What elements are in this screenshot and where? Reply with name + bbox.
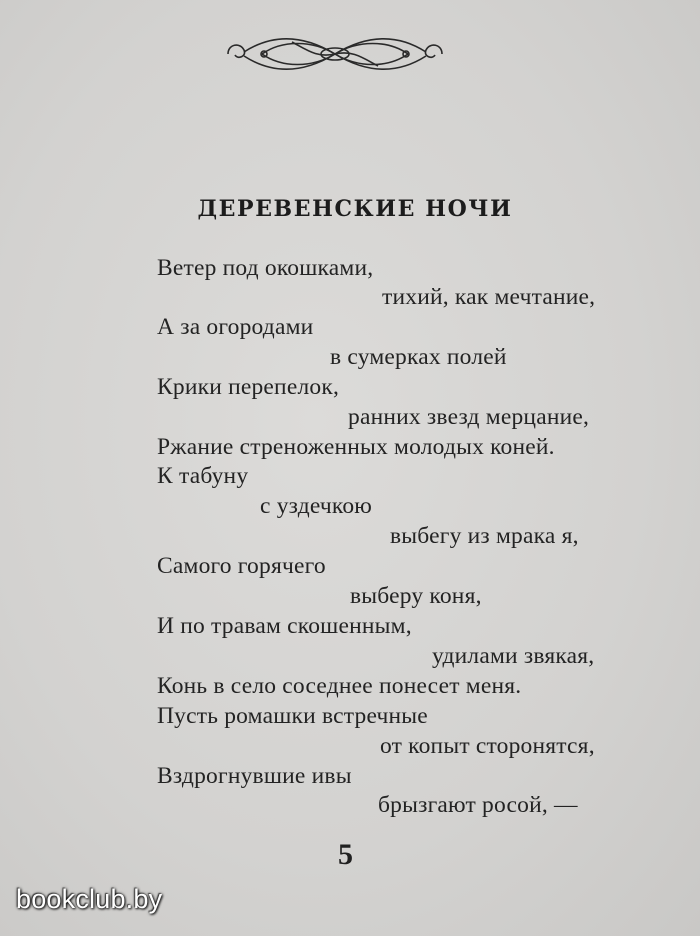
poem-line: от копыт сторонятся, [380, 733, 595, 759]
decorative-flourish-icon [222, 30, 448, 78]
poem-title: ДЕРЕВЕНСКИЕ НОЧИ [197, 196, 513, 222]
poem-line: А за огородами [157, 314, 314, 340]
poem-line: Ветер под окошками, [157, 255, 374, 281]
poem-line: выбегу из мрака я, [390, 523, 579, 549]
poem-line: выберу коня, [350, 583, 482, 609]
poem-line: Вздрогнувшие ивы [157, 763, 352, 789]
poem-line: в сумерках полей [330, 344, 507, 370]
watermark: bookclub.by [16, 884, 163, 914]
page-number: 5 [338, 838, 353, 871]
poem-line: Ржание стреноженных молодых коней. [157, 434, 555, 460]
poem-line: Пусть ромашки встречные [157, 703, 428, 729]
poem-line: тихий, как мечтание, [382, 284, 596, 310]
poem-line: удилами звякая, [432, 643, 595, 669]
poem-line: Конь в село соседнее понесет меня. [157, 673, 522, 699]
poem-line: Крики перепелок, [157, 374, 340, 400]
poem-line: И по травам скошенным, [157, 613, 412, 639]
poem-line: с уздечкою [260, 493, 373, 519]
poem-line: Самого горячего [157, 553, 326, 579]
poem-line: К табуну [157, 463, 249, 489]
poem-line: ранних звезд мерцание, [348, 404, 590, 430]
poem-line: брызгают росой, — [378, 792, 578, 818]
